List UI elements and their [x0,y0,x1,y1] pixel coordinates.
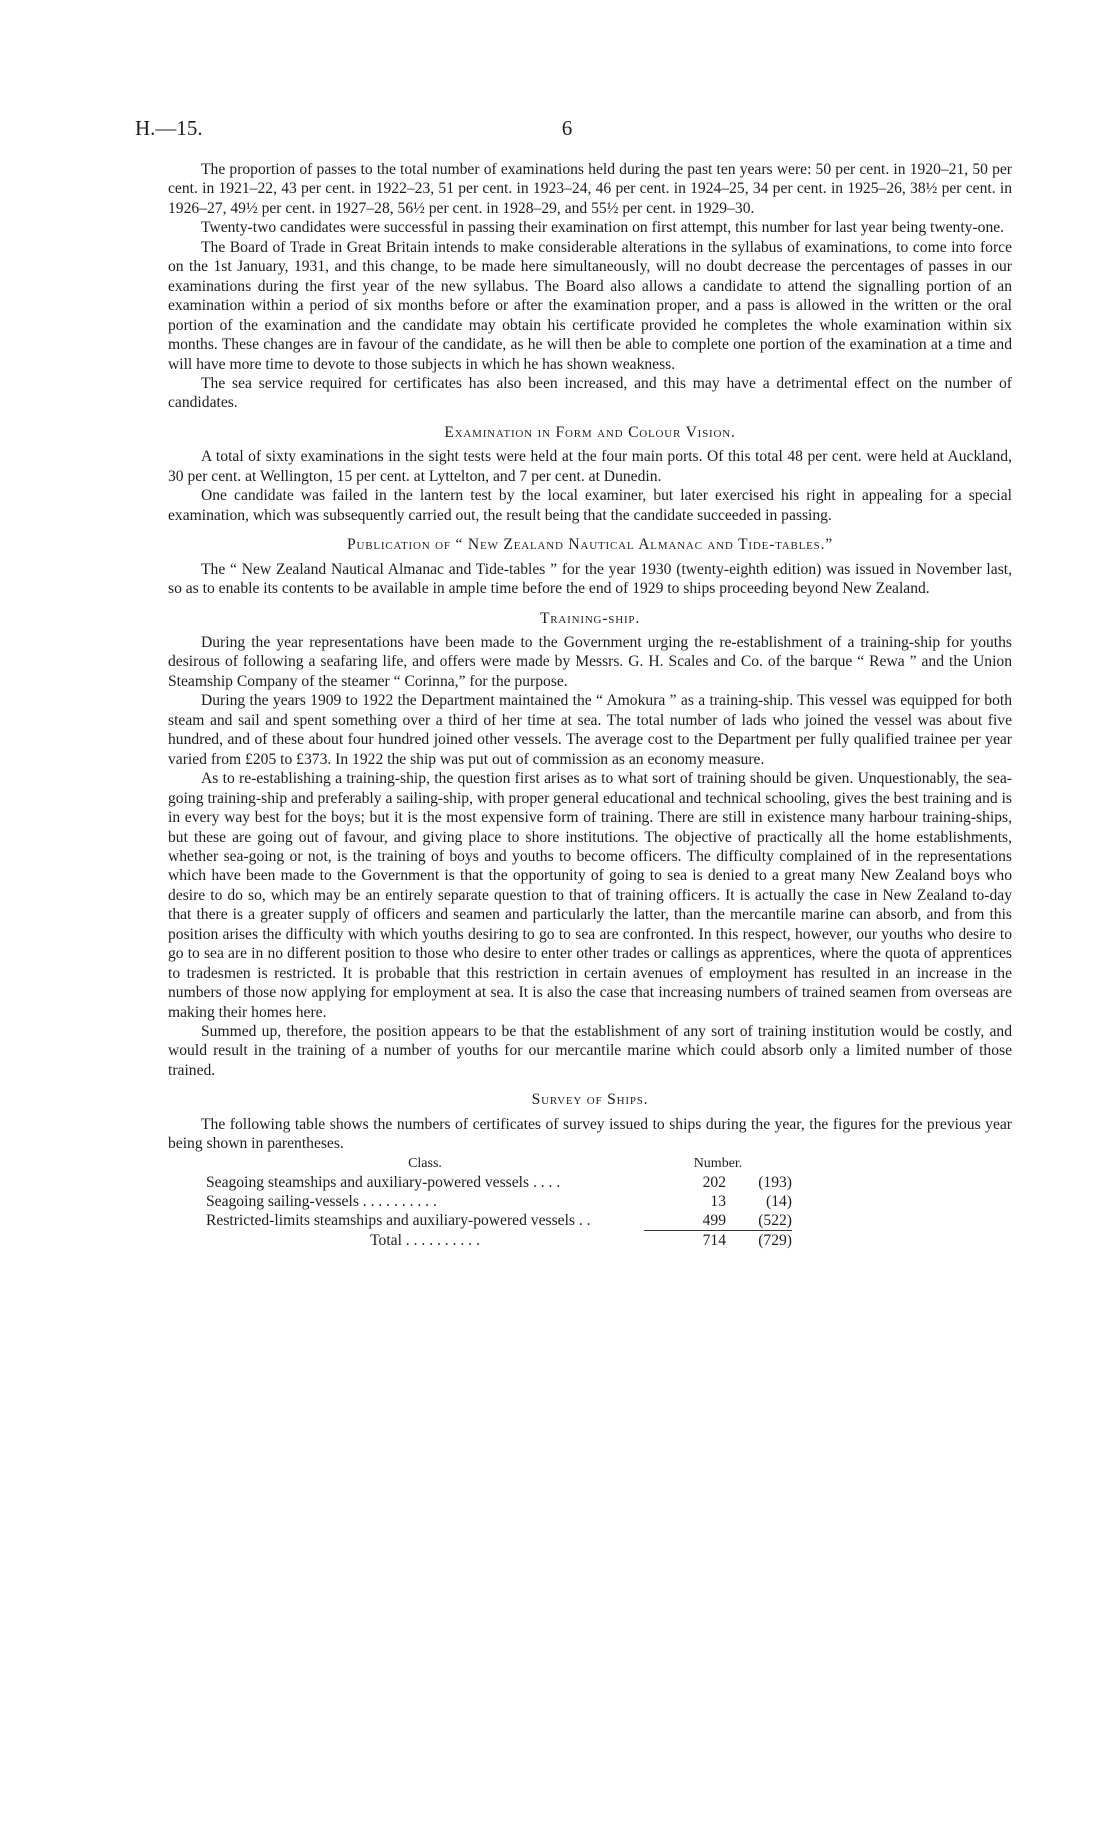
section-colour-vision [168,447,1012,525]
column-header-class: Class. [408,1155,442,1171]
row-label: Seagoing steamships and auxiliary-powered vessels . . . . [206,1173,561,1191]
total-label: Total . . . . . . . . . . [370,1231,480,1249]
row-value: 13 [710,1192,726,1210]
section-heading: Examination in Form and Colour Vision. [444,423,736,441]
table-row [206,1173,792,1192]
paragraph: During the year representations have been made to the Government urging the re-establishment of a training-ship for youths desirous of following a seafaring life, and offers were made by Messrs. G. H. Scales and Co. of the barque “ Rewa ” and the Union Steamship Company of the steamer “ Corinna,” for the purpose. [168,633,1012,690]
section-nautical-almanac [168,560,1012,599]
paragraph: A total of sixty examinations in the sight tests were held at the four main ports. Of this total 48 per cent. were held at Auckland, 30 per cent. at Wellington, 15 per cent. at Lyttelton, and 7 per cent. at Dunedin. [168,448,1012,485]
total-previous-value: (729) [758,1231,792,1249]
survey-table [206,1154,792,1250]
table-row [206,1192,792,1211]
section-survey-of-ships [168,1115,1012,1250]
document-body [168,160,1012,1250]
section-heading: Training-ship. [539,609,641,627]
column-header-number: Number. [693,1155,743,1171]
section-heading: Survey of Ships. [531,1091,649,1109]
paragraph: The following table shows the numbers of certificates of survey issued to ships during the year, the figures for the previous year being shown in parentheses. [168,1115,1012,1153]
paragraph: The Board of Trade in Great Britain intends to make considerable alterations in the syllabus of examinations, to come into force on the 1st January, 1931, and this change, to be made here simultaneously, will no doubt decrease the percentages of passes in our examinations during the first year of the new syllabus. The Board also allows a candidate to attend the signalling portion of an examination within a period of six months before or after the examination proper, and a pass is allowed in the written or the oral portion of the examination and the candidate may obtain his certificate provided he completes the whole examination within six months. These changes are in favour of the candidate, as he will then be able to complete one portion of the examination at a time and will have more time to devote to those subjects in which he has shown weakness. [168,238,1012,373]
page-number: 6 [561,116,573,140]
paragraph: The sea service required for certificates has also been increased, and this may have a detrimental effect on the number of candidates. [168,374,1012,412]
paragraph: The proportion of passes to the total number of examinations held during the past ten years were: 50 per cent. in 1920–21, 50 per cent. in 1921–22, 43 per cent. in 1922–23, 51 per cent. in 1923–24, 46 per cent. in 1924–25, 34 per cent. in 1925–26, 38½ per cent. in 1926–27, 49½ per cent. in 1927–28, 56½ per cent. in 1928–29, and 55½ per cent. in 1929–30. [168,161,1012,217]
paragraph: During the years 1909 to 1922 the Department maintained the “ Amokura ” as a training-ship. This vessel was equipped for both steam and sail and spent something over a third of her time at sea. The total number of lads who joined the vessel was about five hundred, and of these about four hundred joined other vessels. The average cost to the Department per fully qualified trainee per year varied from £205 to £373. In 1922 the ship was put out of commission as an economy measure. [168,692,1012,768]
paragraph: As to re-establishing a training-ship, the question first arises as to what sort of training should be given. Unquestionably, the sea-going training-ship and preferably a sailing-ship, with proper general educational and technical schooling, gives the best training and is in every way best for the boys; but it is the most expensive form of training. There are still in existence many harbour training-ships, but these are going out of favour, and giving place to shore institutions. The objective of practically all the home establishments, whether sea-going or not, is the training of boys and youths to become officers. The difficulty complained of in the representations which have been made to the Government is that the opportunity of going to sea is denied to a great many New Zealand boys who desire to do so, which may be an entirely separate question to that of training officers. It is actually the case in New Zealand to-day that there is a greater supply of officers and seamen and particularly the latter, than the mercantile marine can absorb, and from this position arises the difficulty with which youths desiring to go to sea are confronted. In this respect, however, our youths who desire to go to sea are in no different position to those who desire to enter other trades or callings as apprentices, where the quota of apprentices to tradesmen is restricted. It is probable that this restriction in certain avenues of employment has resulted in an increase in the numbers of those now applying for employment at sea. It is also the case that increasing numbers of trained seamen from overseas are making their homes here. [168,770,1012,1021]
paragraph: Twenty-two candidates were successful in passing their examination on first attempt, this number for last year being twenty-one. [201,219,1005,237]
row-label: Seagoing sailing-vessels . . . . . . . . . . [206,1192,437,1210]
document-reference: H.—15. [135,116,203,140]
table-row [206,1211,792,1231]
row-previous-value: (14) [766,1192,792,1210]
row-value: 202 [702,1173,726,1191]
section-heading: Publication of “ New Zealand Nautical Almanac and Tide-tables.” [346,536,834,554]
paragraph: The “ New Zealand Nautical Almanac and Tide-tables ” for the year 1930 (twenty-eighth edition) was issued in November last, so as to enable its contents to be available in ample time before the end of 1929 to ships proceeding beyond New Zealand. [168,560,1012,598]
row-previous-value: (193) [758,1173,792,1191]
paragraph: One candidate was failed in the lantern test by the local examiner, but later exercised his right in appealing for a special examination, which was subsequently carried out, the result being that the candidate succeeded in passing. [168,487,1012,524]
row-previous-value: (522) [730,1211,792,1231]
row-value: 499 [644,1211,730,1231]
total-value: 714 [702,1231,726,1249]
paragraph: Summed up, therefore, the position appears to be that the establishment of any sort of training institution would be costly, and would result in the training of a number of youths for our mercantile marine which could absorb only a limited number of those trained. [168,1023,1012,1079]
section-passes [168,160,1012,413]
table-header-row [206,1154,792,1173]
table-total-row [206,1230,792,1250]
section-training-ship [168,633,1012,1080]
row-label: Restricted-limits steamships and auxiliary-powered vessels . . [206,1212,591,1229]
